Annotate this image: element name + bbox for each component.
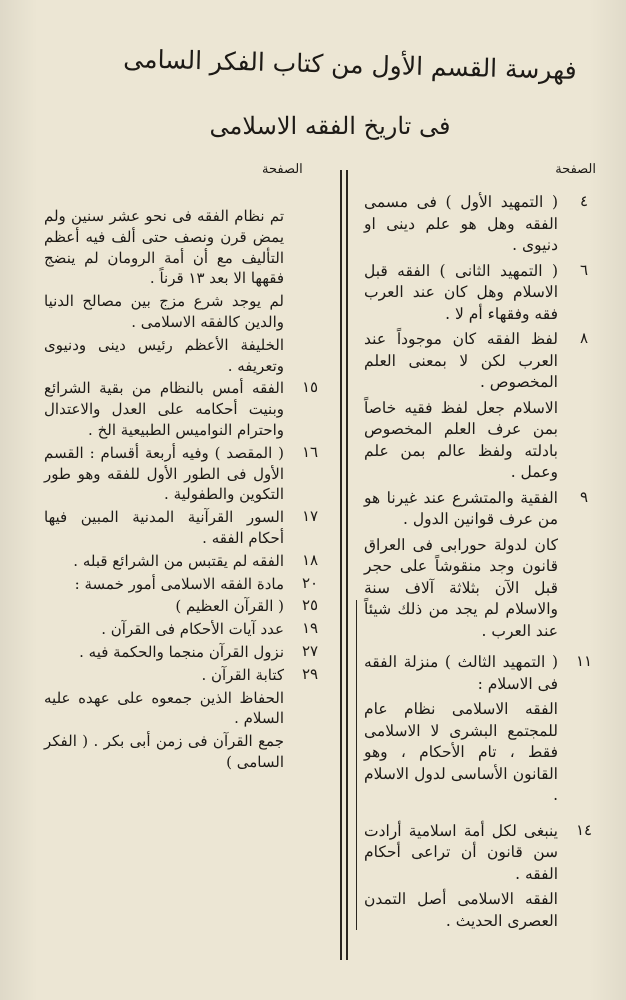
page-number: ١٥ — [301, 378, 319, 397]
entry-text: ( المقصد ) وفيه أربعة أقسام : القسم الأول فى الطور الأول للفقه وهو طور التكوين والطفولية . — [44, 443, 284, 504]
page-number: ١٩ — [301, 619, 319, 638]
index-entry — [44, 443, 330, 505]
index-entry — [44, 551, 330, 572]
entry-text: الفقه لم يقتبس من الشرائع قبله . — [73, 551, 284, 570]
index-entry — [364, 488, 604, 531]
entry-text: ينبغى لكل أمة اسلامية أرادت سن قانون أن تراعى أحكام الفقه . — [364, 821, 558, 883]
entry-text: السور القرآنية المدنية المبين فيها أحكام الفقه . — [44, 508, 284, 547]
index-entry — [364, 821, 604, 886]
entry-text: جمع القرآن فى زمن أبى بكر . ( الفكر السامى ) — [44, 732, 284, 771]
entry-text: الحفاظ الذين جمعوه على عهده عليه السلام . — [44, 688, 284, 728]
index-entry — [364, 398, 604, 484]
index-entry — [44, 596, 330, 617]
page-number: ١٦ — [301, 442, 319, 461]
entry-text: لفظ الفقه كان موجوداً عند العرب لكن لا بمعنى العلم المخصوص . — [364, 330, 558, 391]
entry-text: كتابة القرآن . — [201, 665, 284, 684]
entry-text: لم يوجد شرع مزج بين مصالح الدنيا والدين كالفقه الاسلامى . — [44, 292, 284, 331]
index-entry — [44, 291, 330, 333]
entry-text: مادة الفقه الاسلامى أمور خمسة : — [74, 574, 284, 593]
page-number: ٢٥ — [301, 596, 319, 615]
entry-text: نزول القرآن منجما والحكمة فيه . — [79, 642, 284, 661]
entry-text: الفقه الاسلامى أصل التمدن العصرى الحديث . — [364, 890, 558, 930]
index-column-left — [44, 192, 330, 773]
entry-text: كان لدولة حورابى فى العراق قانون وجد منقوشاً على حجر قبل الآن بثلاثة آلاف سنة والاسلام لم يجد من ذلك شيئاً عند العرب . — [364, 535, 558, 640]
column-divider-line — [356, 600, 357, 930]
entry-text: الفقه أمس بالنظام من بقية الشرائع وبنيت أحكامه على العدل والاعتدال واحترام النواميس الطبيعية الخ . — [44, 379, 284, 439]
index-entry — [364, 699, 604, 807]
index-entry — [364, 889, 604, 932]
column-divider-line — [340, 170, 342, 960]
index-entry — [364, 192, 604, 257]
index-entry — [364, 535, 604, 643]
entry-text: ( القرآن العظيم ) — [175, 597, 284, 616]
entry-text: عدد آيات الأحكام فى القرآن . — [101, 620, 284, 639]
index-entry — [44, 335, 330, 377]
index-entry — [44, 642, 330, 663]
index-entry — [44, 378, 330, 440]
page-number: ٦ — [579, 260, 589, 279]
entry-text: ( التمهيد الأول ) فى مسمى الفقه وهل هو علم دينى او دنيوى . — [364, 193, 558, 254]
index-title-line-2: فى تاريخ الفقه الاسلامى — [209, 112, 451, 140]
index-entry — [44, 619, 330, 640]
index-entry — [44, 688, 330, 730]
entry-text: ( التمهيد الثالث ) منزلة الفقه فى الاسلام : — [364, 653, 558, 693]
page-number: ٢٩ — [301, 664, 319, 683]
page-column-header-right: الصفحة — [555, 162, 596, 177]
entry-text: الفقه الاسلامى نظام عام للمجتمع البشرى لا الاسلامى فقط ، تام الأحكام ، وهو القانون الأساسى لدول الاسلام . — [364, 700, 558, 804]
page-column-header-left: الصفحة — [262, 162, 303, 177]
index-entry — [364, 652, 604, 695]
page-number: ٤ — [579, 192, 589, 210]
entry-text: تم نظام الفقه فى نحو عشر سنين ولم يمض قرن ونصف حتى ألف فيه أعظم التأليف مع أن أمة الرومان لم ينضج فقهها الا بعد ١٣ قرناً . — [44, 207, 284, 288]
index-entry — [44, 507, 330, 549]
page-number: ٩ — [579, 487, 589, 506]
page-number: ٢٧ — [301, 641, 319, 660]
entry-text: الاسلام جعل لفظ فقيه خاصاً بمن عرف العلم المخصوص بادلته ولفظ عالم بمن علم وعمل . — [364, 398, 558, 481]
entry-text: الفقية والمتشرع عند غيرنا هو من عرف قوانين الدول . — [364, 488, 558, 528]
entry-text: ( التمهيد الثانى ) الفقه قبل الاسلام وهل كان عند العرب فقه وفقهاء أم لا . — [364, 261, 558, 323]
index-entry — [364, 329, 604, 394]
index-title-line-1: فهرسة القسم الأول من كتاب الفكر السامى — [122, 44, 578, 85]
index-entry — [364, 261, 604, 326]
page-number: ١٧ — [301, 507, 319, 526]
index-entry — [44, 574, 330, 595]
page-number: ١١ — [575, 652, 593, 670]
page-number: ١٨ — [301, 550, 319, 569]
entry-text: الخليفة الأعظم رئيس دينى ودنيوى وتعريفه . — [44, 335, 284, 375]
index-column-right — [364, 192, 604, 932]
page-number: ١٤ — [575, 820, 593, 839]
page-number: ٢٠ — [301, 573, 319, 592]
index-entry — [44, 206, 330, 289]
index-entry — [44, 731, 330, 773]
column-divider-line — [346, 170, 348, 960]
index-entry — [44, 665, 330, 686]
page-number: ٨ — [579, 329, 589, 347]
